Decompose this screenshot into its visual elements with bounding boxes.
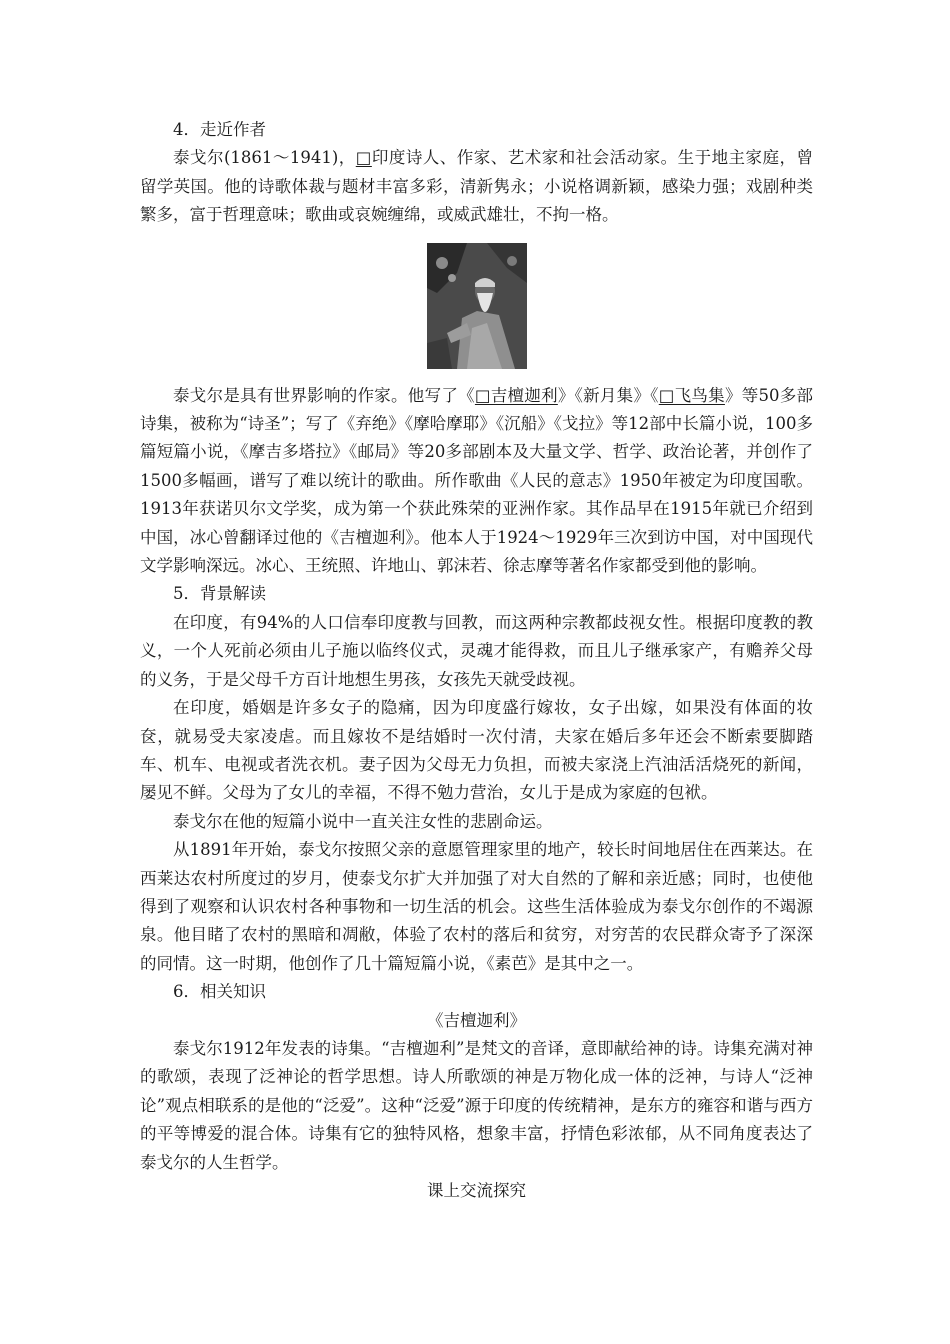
- document-body: [140, 116, 813, 1205]
- section-5-heading: 5．背景解读: [173, 584, 266, 604]
- underlined-text: □: [355, 148, 372, 168]
- text-run: 泰戈尔(1861～1941)，: [173, 148, 356, 168]
- section-4-paragraph-2: [140, 382, 813, 581]
- section-5-paragraph-4: 从1891年开始，泰戈尔按照父亲的意愿管理家里的地产，较长时间地居住在西莱达。在西莱达农村所度过的岁月，使泰戈尔扩大并加强了对大自然的了解和亲近感；同时，也使他得到了观察和认识农村各种事物和一切生活的机会。这些生活体验成为泰戈尔创作的不竭源泉。他目睹了农村的黑暗和凋敝，体验了农村的落后和贫穷，对穷苦的农民群众寄予了深深的同情。这一时期，他创作了几十篇短篇小说，《素芭》是其中之一。: [140, 840, 813, 973]
- text-run: 》《新月集》《: [557, 385, 659, 405]
- section-6-subtitle: 《吉檀迦利》: [427, 1010, 526, 1030]
- section-6-heading: 6．相关知识: [173, 982, 266, 1002]
- section-6-paragraph-1: 泰戈尔1912年发表的诗集。“吉檀迦利”是梵文的音译，意即献给神的诗。诗集充满对神的歌颂，表现了泛神论的哲学思想。诗人所歌颂的神是万物化成一体的泛神，与诗人“泛神论”观点相联系的是他的“泛爱”。这种“泛爱”源于印度的传统精神，是东方的雍容和谐与西方的平等博爱的混合体。诗集有它的独特风格，想象丰富，抒情色彩浓郁，从不同角度表达了泰戈尔的人生哲学。: [140, 1038, 813, 1172]
- text-run: 》等50多部诗集，被称为“诗圣”；写了《弃绝》《摩哈摩耶》《沉船》《戈拉》等12部中长篇小说，100多篇短篇小说，《摩吉多塔拉》《邮局》等20多部剧本及大量文学、哲学、政治论著，并创作了1500多幅画，谱写了难以统计的歌曲。所作歌曲《人民的意志》1950年被定为印度国歌。1913年获诺贝尔文学奖，成为第一个获此殊荣的亚洲作家。其作品早在1915年就已介绍到中国，冰心曾翻译过他的《吉檀迦利》。他本人于1924～1929年三次到访中国，对中国现代文学影响深远。冰心、王统照、许地山、郭沫若、徐志摩等著名作家都受到他的影响。: [140, 385, 814, 576]
- footer-heading: 课上交流探究: [427, 1181, 526, 1200]
- text-run: 印度诗人、作家、艺术家和社会活动家。生于地主家庭，曾留学英国。他的诗歌体裁与题材丰富多彩，清新隽永；小说格调新颖，感染力强；戏剧种类繁多，富于哲理意味；歌曲或哀婉缠绵，或威武雄壮，不拘一格。: [140, 148, 814, 225]
- text-run: 泰戈尔是具有世界影响的作家。他写了《: [173, 385, 475, 405]
- section-5-paragraph-1: 在印度，有94%的人口信奉印度教与回教，而这两种宗教都歧视女性。根据印度教的教义，一个人死前必须由儿子施以临终仪式，灵魂才能得救，而且儿子继承家产，有赡养父母的义务，于是父母千方百计地想生男孩，女孩先天就受歧视。: [140, 612, 813, 689]
- portrait-photo-icon: [427, 243, 527, 369]
- section-5-paragraph-2: 在印度，婚姻是许多女子的隐痛，因为印度盛行嫁妆，女子出嫁，如果没有体面的妆奁，就易受夫家凌虐。而且嫁妆不是结婚时一次付清，夫家在婚后多年还会不断索要脚踏车、机车、电视或者洗衣机。妻子因为父母无力负担，而被夫家浇上汽油活活烧死的新闻，屡见不鲜。父母为了女儿的幸福，不得不勉力营治，女儿于是成为家庭的包袱。: [140, 698, 813, 803]
- section-4-heading: 4．走近作者: [173, 120, 266, 139]
- photo-container: [140, 236, 813, 376]
- section-4-paragraph-1: [140, 144, 813, 229]
- section-5-paragraph-3: 泰戈尔在他的短篇小说中一直关注女性的悲剧命运。: [173, 811, 553, 831]
- underlined-text: □飞鸟集: [658, 385, 725, 405]
- underlined-text: □吉檀迦利: [474, 385, 558, 405]
